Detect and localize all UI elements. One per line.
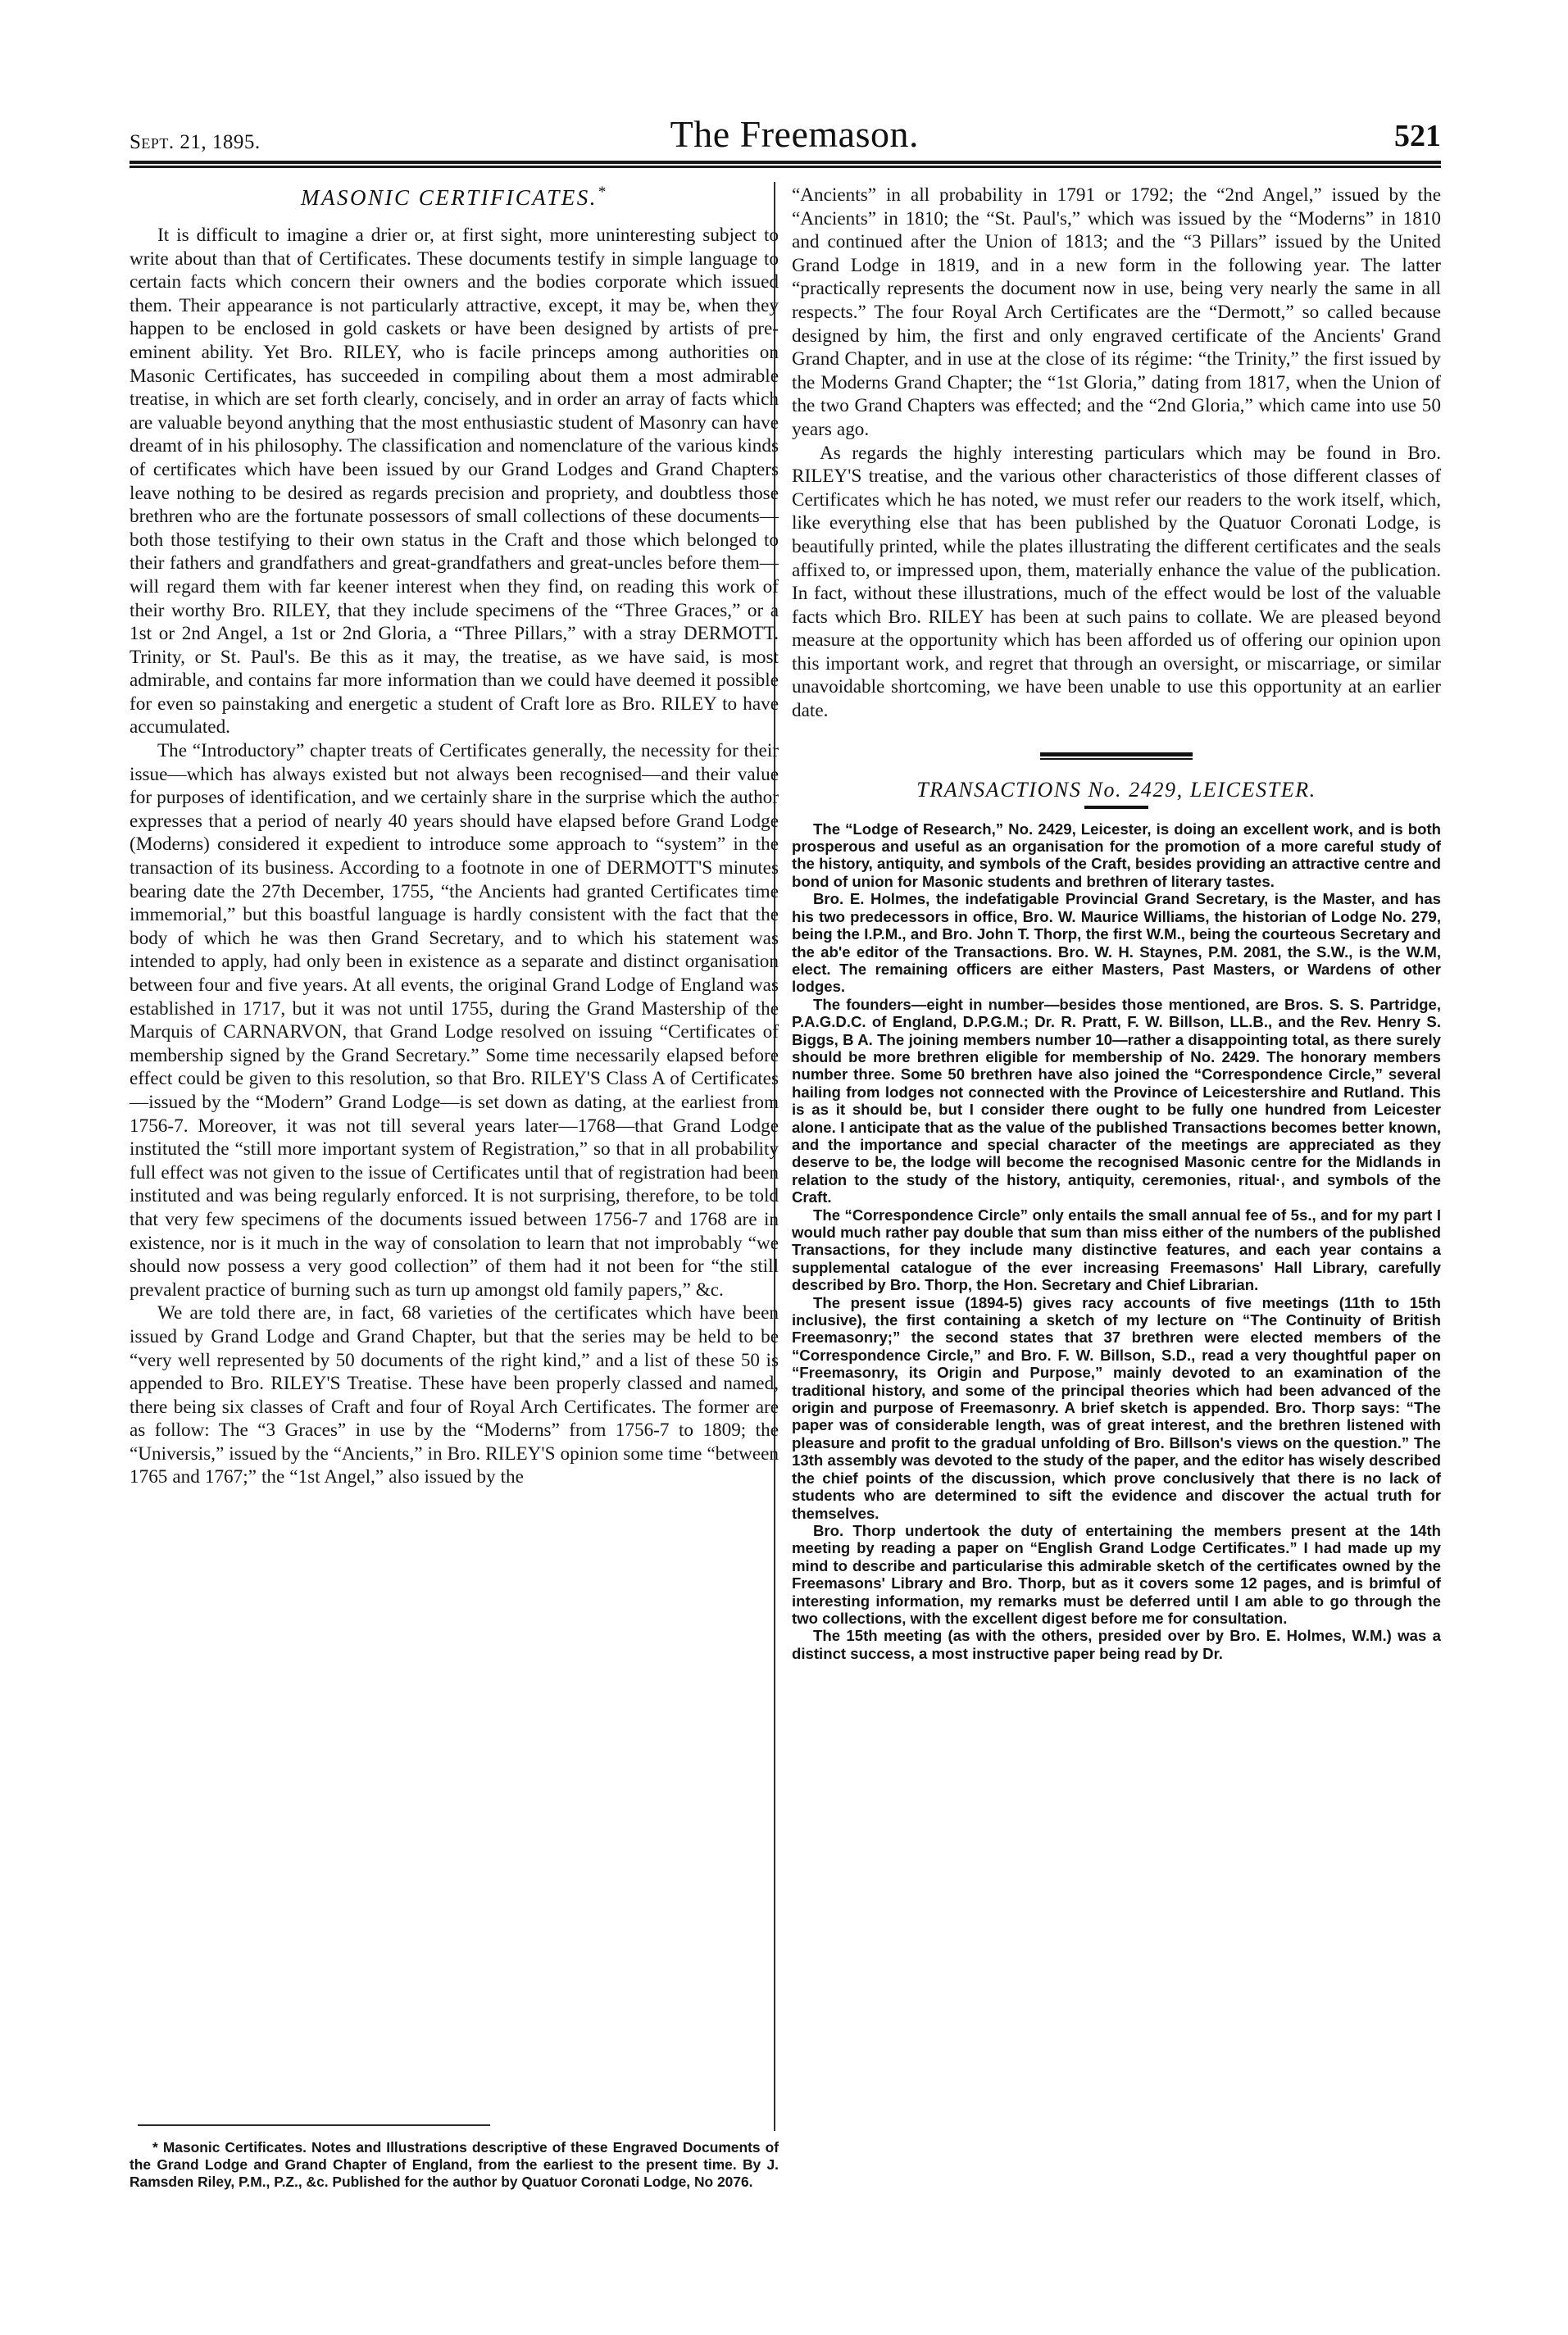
paragraph: The “Correspondence Circle” only entails the small annual fee of 5s., and for my part I would much rather pay double that sum than miss either of the numbers of the published Transactions, for they include many distinctive features, and each year contains a supplemental catalogue of the ever increasing Freemasons' Hall Library, carefully described by Bro. Thorp, the Hon. Secretary and Chief Librarian. [792,1206,1441,1294]
transactions-rule [1040,752,1193,760]
transactions-heading-underline [1084,806,1148,809]
page-number: 521 [1393,119,1441,153]
transactions-rule-line-top [1040,752,1193,756]
paragraph: The “Introductory” chapter treats of Certificates generally, the necessity for their issue—which has always existed but not always been recognised—and their value for purposes of identification, and we certainly share in the surprise which the author expresses that a period of nearly 40 years should have elapsed before Grand Lodge (Moderns) considered it expedient to introduce some approach to “system” in the transaction of its business. According to a footnote in one of DERMOTT'S minutes bearing date the 27th December, 1755, “the Ancients had granted Certificates time immemorial,” but this boastful language is hardly consistent with the fact that the body of which he was then Grand Secretary, and to which his statement was intended to apply, had only been in existence as a separate and distinct organisation between four and five years. At all events, the original Grand Lodge of England was established in 1717, but it was not until 1755, during the Grand Mastership of the Marquis of CARNARVON, that Grand Lodge resolved on issuing “Certificates of membership signed by the Grand Secretary.” Some time necessarily elapsed before effect could be given to this resolution, so that Bro. RILEY'S Class A of Certificates—issued by the “Modern” Grand Lodge—is set down as dating, at the earliest from 1756-7. Moreover, it was not till several years later—1768—that Grand Lodge instituted the “still more important system of Registration,” so that in all probability full effect was not given to the issue of Certificates until that of registration had been instituted and was being regularly enforced. It is not surprising, therefore, to be told that very few specimens of the documents issued between 1756-7 and 1768 are in existence, nor is it much in the way of consolation to learn that not improbably “we should now possess a very good collection” of them had it not been for “the still prevalent practice of burning such as turn up amongst old family papers,” &c. [130,740,779,1301]
transactions-heading: TRANSACTIONS No. 2429, LEICESTER. [916,777,1316,802]
footnote-marker-icon: * [152,2139,158,2156]
footnote-text [130,2139,779,2192]
masthead-rule-line-top [130,161,1441,164]
masthead-rule-line-bottom [130,166,1441,168]
publication-title: The Freemason. [670,113,919,155]
paragraph: Bro. Thorp undertook the duty of entertaining the members present at the 14th meeting by reading a paper on “English Grand Lodge Certificates.” I had made up my mind to describe and particularise this admirable sketch of the certificates owned by the Freemasons' Library and Bro. Thorp, but as it covers some 12 pages, and is brimful of interesting information, my remarks must be deferred until I am able to go through the two collections, with the excellent digest before me for consultation. [792,1521,1441,1627]
paragraph: The 15th meeting (as with the others, presided over by Bro. E. Holmes, W.M.) was a distinct success, a most instructive paper being read by Dr. [792,1627,1441,1662]
right-column [792,184,1441,1662]
paragraph: We are told there are, in fact, 68 varieties of the certificates which have been issued by Grand Lodge and Grand Chapter, but that the series may be held to be “very well represented by 50 documents of the right kind,” and a list of these 50 is appended to Bro. RILEY'S Treatise. These have been properly classed and named, there being six classes of Craft and four of Royal Arch Certificates. The former are as follow: The “3 Graces” in use by the “Moderns” from 1756-7 to 1809; the “Universis,” issued by the “Ancients,” in Bro. RILEY'S opinion some time “between 1765 and 1767;” the “1st Angel,” also issued by the [130,1302,779,1488]
paragraph: Bro. E. Holmes, the indefatigable Provincial Grand Secretary, is the Master, and has his two predecessors in office, Bro. W. Maurice Williams, the historian of Lodge No. 279, being the I.P.M., and Bro. John T. Thorp, the first W.M., being the courteous Secretary and the ab'e editor of the Transactions. Bro. W. H. Staynes, P.M. 2081, the S.W., is the W.M, elect. The remaining officers are either Masters, Past Masters, or Wardens of other lodges. [792,890,1441,996]
paragraph: “Ancients” in all probability in 1791 or 1792; the “2nd Angel,” issued by the “Ancients” in 1810; the “St. Paul's,” which was issued by the “Moderns” in 1810 and continued after the Union of 1813; and the “3 Pillars” issued by the United Grand Lodge in 1819, and in a new form in the following year. The latter “practically represents the document now in use, being very nearly the same in all respects.” The four Royal Arch Certificates are the “Dermott,” so called because designed by him, the first and only engraved certificate of the Ancients' Grand Grand Chapter, and in use at the close of its régime: “the Trinity,” the first issued by the Moderns Grand Chapter; the “1st Gloria,” dating from 1817, when the Union of the two Grand Chapters was effected; and the “2nd Gloria,” which came into use 50 years ago. [792,184,1441,440]
masthead-rule [130,161,1441,168]
masthead [130,105,1441,156]
paragraph: As regards the highly interesting particulars which may be found in Bro. RILEY'S treatise, and the various other characteristics of those different classes of Certificates which he has noted, we must refer our readers to the work itself, which, like everything else that has been published by the Quatuor Coronati Lodge, is beautifully printed, while the plates illustrating the different certificates and the seals affixed to, or impressed upon, them, materially enhance the value of the publication. In fact, without these illustrations, much of the effect would be lost of the valuable facts which Bro. RILEY has been at such pains to collate. We are pleased beyond measure at the opportunity which has been afforded us of offering our opinion upon this important work, and regret that through an oversight, or miscarriage, or similar unavoidable shortcoming, we have been unable to use this opportunity at an earlier date. [792,442,1441,722]
footnote-body: Masonic Certificates. Notes and Illustrations descriptive of these Engraved Documents of the Grand Lodge and Grand Chapter of England, from the earliest to the present time. By J. Ramsden Riley, P.M., P.Z., &c. Published for the author by Quatuor Coronati Lodge, No 2076. [130,2139,779,2191]
transactions-rule-line-bottom [1040,758,1193,760]
footnote-marker-icon: * [598,184,607,201]
article-heading-text: MASONIC CERTIFICATES. [301,185,598,210]
footnote-rule [138,2124,490,2126]
footnote-block [130,2124,779,2192]
left-column [130,184,779,1489]
paragraph: The present issue (1894-5) gives racy accounts of five meetings (11th to 15th inclusive), the first containing a sketch of my lecture on “The Continuity of British Freemasonry;” the second states that 37 brethren were elected members of the “Correspondence Circle,” and Bro. F. W. Billson, S.D., read a very thoughtful paper on “Freemasonry, its Origin and Purpose,” mainly devoted to an examination of the traditional history, and some of the principal theories which had been advanced of the origin and purpose of Freemasonry. A brief sketch is appended. Bro. Thorp says: “The paper was of considerable length, was of great interest, and the brethren listened with pleasure and profit to the gradual unfolding of Bro. Billson's views on the question.” The 13th assembly was devoted to the study of the paper, and the editor has wisely described the chief points of the discussion, which prove conclusively that there is no lack of students who are determined to sift the evidence and discover the actual truth for themselves. [792,1293,1441,1522]
paragraph: It is difficult to imagine a drier or, at first sight, more uninteresting subject to write about than that of Certificates. These documents testify in simple language to certain facts which concern their owners and the bodies corporate which issued them. Their appearance is not particularly attractive, except, it may be, when they happen to be enclosed in gold caskets or have been designed by artists of pre-eminent ability. Yet Bro. RILEY, who is facile princeps among authorities on Masonic Certificates, has succeeded in compiling about them a most admirable treatise, in which are set forth clearly, concisely, and in order an array of facts which are valuable beyond anything that the most enthusiastic student of Masonry can have dreamt of in his philosophy. The classification and nomenclature of the various kinds of certificates which have been issued by our Grand Lodges and Grand Chapters leave nothing to be desired as regards precision and propriety, and doubtless those brethren who are the fortunate possessors of small collections of these documents—both those testifying to their own status in the Craft and those which belonged to their fathers and grandfathers and great-grandfathers and great-uncles before them—will regard them with far keener interest when they find, on reading this work of their worthy Bro. RILEY, that they include specimens of the “Three Graces,” or a 1st or 2nd Angel, a 1st or 2nd Gloria, a “Three Pillars,” with a stray DERMOTT. Trinity, or St. Paul's. Be this as it may, the treatise, as we have said, is most admirable, and contains far more information than we could have deemed it possible for even so painstaking and energetic a student of Craft lore as Bro. RILEY to have accumulated. [130,225,779,738]
paragraph: The founders—eight in number—besides those mentioned, are Bros. S. S. Partridge, P.A.G.D.C. of England, D.P.G.M.; Dr. R. Pratt, F. W. Billson, LL.B., and the Rev. Henry S. Biggs, B A. The joining members number 10—rather a disappointing total, as there surely should be more brethren eligible for membership of No. 2429. The honorary members number three. Some 50 brethren have also joined the “Correspondence Circle,” several hailing from lodges not connected with the Province of Leicestershire and Rutland. This is as it should be, but I consider there ought to be fully one hundred from Leicester alone. I anticipate that as the value of the published Transactions becomes better known, and the importance and special character of the meetings are appreciated as they deserve to be, the lodge will become the recognised Masonic centre for the Midlands in relation to the study of the history, antiquity, ceremonies, ritual·, and symbols of the Craft. [792,995,1441,1206]
article-heading [130,184,779,211]
paragraph: The “Lodge of Research,” No. 2429, Leicester, is doing an excellent work, and is both prosperous and useful as an organisation for the promotion of a more careful study of the history, antiquity, and symbols of the Craft, besides providing an attractive centre and bond of union for Masonic students and brethren of literary tastes. [792,820,1441,890]
transactions-section [792,752,1441,1663]
issue-date: Sept. 21, 1895. [130,131,261,153]
